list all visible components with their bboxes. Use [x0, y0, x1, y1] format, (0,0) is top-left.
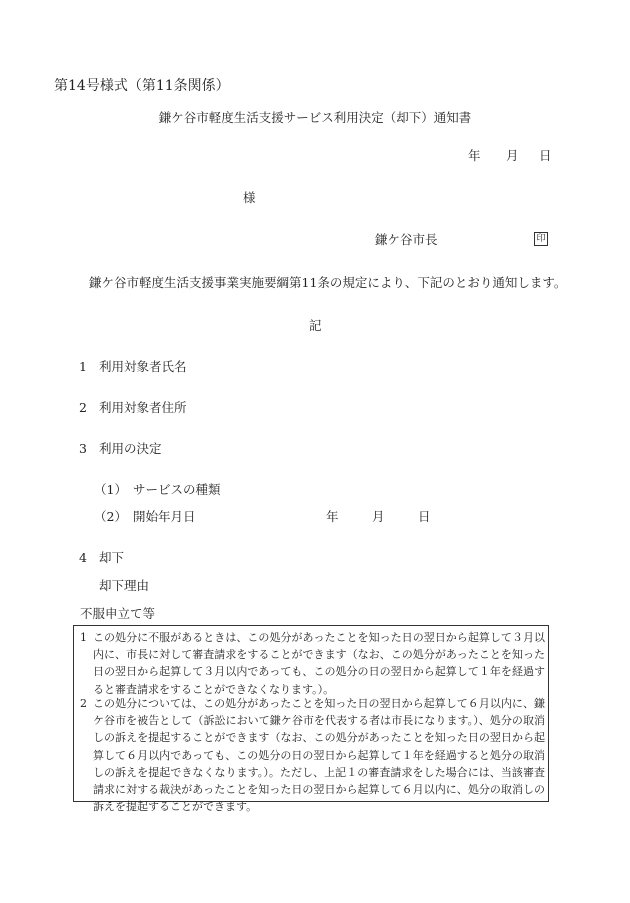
form-number: 第14号様式（第11条関係） [54, 78, 230, 94]
note-text-review-request: この処分に不服があるときは、この処分があったことを知った日の翌日から起算して３月以内に、市長に対して審査請求をすることができます（なお、この処分があったことを知った日の翌日から起算して３月以内であっても、この処分の日の翌日から起算して１年を経過すると審査請求をすることができなくなります。）。 [93, 631, 545, 696]
item-number: 3 [79, 441, 87, 456]
item-label-rejection: 却下 [99, 550, 125, 565]
issuer-name: 鎌ケ谷市長 [375, 232, 438, 247]
date-year: 年 [468, 148, 481, 163]
seal-icon: 印 [534, 232, 548, 246]
start-date-month: 月 [372, 509, 385, 524]
appeal-heading: 不服申立て等 [80, 606, 156, 621]
note-number: 1 [80, 631, 87, 644]
rejection-reason-label: 却下理由 [99, 578, 150, 593]
start-date-day: 日 [418, 509, 431, 524]
item-label-recipient-address: 利用対象者住所 [99, 400, 187, 415]
item-number: 4 [79, 550, 87, 565]
item-label-recipient-name: 利用対象者氏名 [99, 359, 187, 374]
subitem-label-start-date: 開始年月日 [133, 509, 196, 524]
subitem-label-service-type: サービスの種類 [133, 482, 221, 497]
start-date-year: 年 [326, 509, 339, 524]
item-number: 2 [79, 400, 87, 415]
document-title: 鎌ケ谷市軽度生活支援サービス利用決定（却下）通知書 [158, 110, 472, 125]
addressee-suffix: 様 [243, 190, 256, 205]
date-day: 日 [539, 148, 552, 163]
subitem-number: （2） [94, 509, 127, 524]
date-month: 月 [506, 148, 519, 163]
preamble-text: 鎌ケ谷市軽度生活支援事業実施要綱第11条の規定により、下記のとおり通知します。 [89, 275, 567, 290]
item-label-decision: 利用の決定 [99, 441, 162, 456]
item-number: 1 [79, 359, 87, 374]
ki-heading: 記 [309, 318, 322, 333]
note-text-revocation-suit: この処分については、この処分があったことを知った日の翌日から起算して６月以内に、鎌ケ谷市を被告として（訴訟において鎌ケ谷市を代表する者は市長になります。）、処分の取消しの訴えを提起することができます（なお、この処分があったことを知った日の翌日から起算して６月以内であっても、この処分の日の翌日から起算して１年を経過すると処分の取消しの訴えを提起できなくなります。）。ただし、上記１の審査請求をした場合には、当該審査請求に対する裁決があったことを知った日の翌日から起算して６月以内に、処分の取消しの訴えを提起することができます。 [93, 697, 545, 814]
note-number: 2 [80, 697, 87, 710]
subitem-number: （1） [94, 482, 127, 497]
